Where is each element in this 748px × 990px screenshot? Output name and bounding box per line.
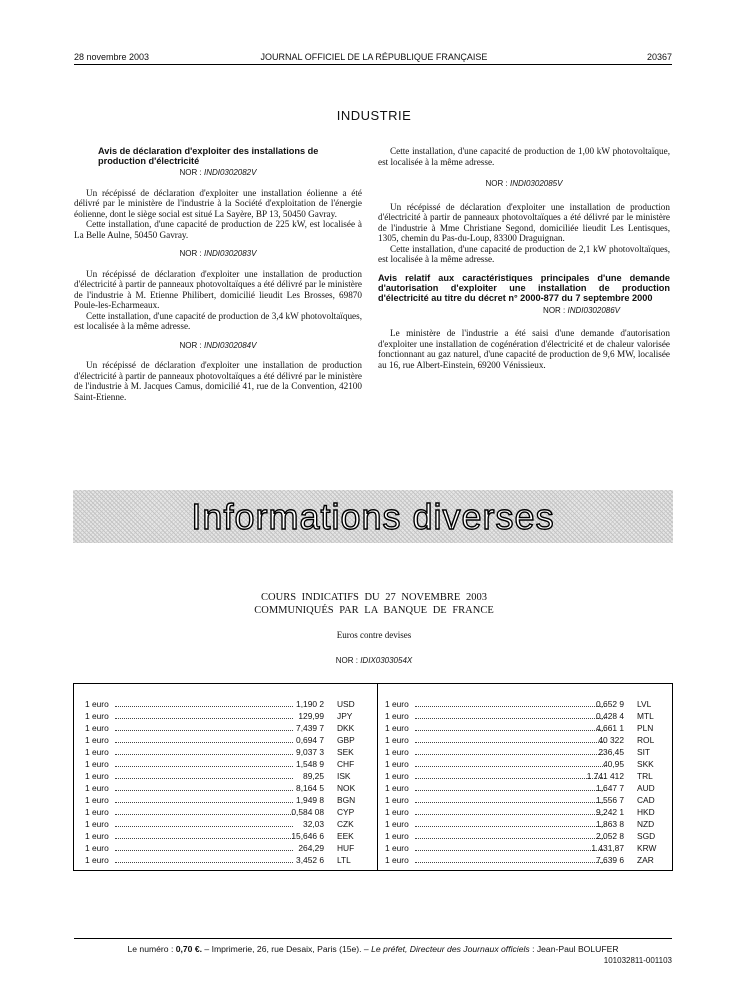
rate-row xyxy=(385,710,677,722)
rate-unit: 1 euro xyxy=(85,711,109,721)
dot-leader xyxy=(115,862,293,863)
cours-title-line2: COMMUNIQUÉS PAR LA BANQUE DE FRANCE xyxy=(254,605,494,616)
paragraph: Cette installation, d'une capacité de production de 2,1 kW photovoltaïques, est localisée à la même adresse. xyxy=(378,243,670,264)
rate-row xyxy=(85,854,377,866)
paragraph: Cette installation, d'une capacité de production de 1,00 kW photovoltaïque, est localisée à la même adresse. xyxy=(378,146,670,167)
paragraph: Un récépissé de déclaration d'exploiter une installation de production d'électricité à partir de panneaux photovoltaïques a été délivré par le ministère de l'industrie à M. Etienne Philibert, domicilié lieudit Les Brosses, 69870 Poule-les-Echarmeaux. xyxy=(74,268,362,310)
banner-title: Informations diverses xyxy=(191,496,555,537)
currency-code: BGN xyxy=(337,795,356,805)
dot-leader xyxy=(115,778,293,779)
currency-code: SKK xyxy=(637,759,654,769)
dot-leader xyxy=(115,802,293,803)
currency-code: SGD xyxy=(637,831,656,841)
paragraph: Un récépissé de déclaration d'exploiter une installation de production d'électricité à partir de panneaux photovoltaïques a été délivré par le ministère de l'industrie à M. Jacques Camus, domicilié 41, rue de la Convention, 42100 Saint-Etienne. xyxy=(74,360,362,402)
dot-leader xyxy=(415,850,605,851)
dot-leader xyxy=(115,742,293,743)
dot-leader xyxy=(115,814,293,815)
rate-value: 9,242 1 xyxy=(596,807,624,817)
currency-code: CYP xyxy=(337,807,355,817)
paragraph: Cette installation, d'une capacité de production de 225 kW, est localisée à La Belle Aulne, 50450 Gavray. xyxy=(74,219,362,240)
rate-row xyxy=(85,698,377,710)
rate-value: 3,452 6 xyxy=(296,855,324,865)
rates-left-list xyxy=(85,698,377,863)
currency-code: USD xyxy=(337,699,355,709)
rate-row xyxy=(385,746,677,758)
dot-leader xyxy=(415,826,605,827)
rate-value: 0,652 9 xyxy=(596,699,624,709)
dot-leader xyxy=(115,754,293,755)
dot-leader xyxy=(415,754,605,755)
rate-unit: 1 euro xyxy=(385,747,409,757)
cours-subtitle: Euros contre devises xyxy=(336,630,412,640)
dot-leader xyxy=(415,838,605,839)
rate-value: 8,164 5 xyxy=(296,783,324,793)
rate-value: 1,556 7 xyxy=(596,795,624,805)
currency-code: SIT xyxy=(637,747,651,757)
rate-value: 7,439 7 xyxy=(296,723,324,733)
section-title: INDUSTRIE xyxy=(336,108,412,123)
rate-row xyxy=(85,842,377,854)
dot-leader xyxy=(415,778,605,779)
currency-code: CAD xyxy=(637,795,655,805)
rate-unit: 1 euro xyxy=(385,771,409,781)
rate-row xyxy=(385,842,677,854)
header-journal: JOURNAL OFFICIEL DE LA RÉPUBLIQUE FRANÇAISE xyxy=(260,52,488,62)
nor-reference: NOR : INDI0302083V xyxy=(179,249,257,258)
rate-value: 2,052 8 xyxy=(596,831,624,841)
rate-unit: 1 euro xyxy=(85,699,109,709)
rate-unit: 1 euro xyxy=(85,855,109,865)
dot-leader xyxy=(415,730,605,731)
header-page-number: 20367 xyxy=(646,52,672,62)
currency-code: LVL xyxy=(637,699,652,709)
cours-nor: NOR : IDIX0303054X xyxy=(335,656,413,665)
rate-unit: 1 euro xyxy=(385,855,409,865)
dot-leader xyxy=(115,838,293,839)
currency-code: CHF xyxy=(337,759,355,769)
dot-leader xyxy=(115,718,293,719)
rate-unit: 1 euro xyxy=(85,783,109,793)
currency-code: CZK xyxy=(337,819,354,829)
rate-row xyxy=(85,758,377,770)
rate-row xyxy=(85,782,377,794)
currency-code: EEK xyxy=(337,831,354,841)
rate-row xyxy=(385,734,677,746)
rate-row xyxy=(385,722,677,734)
header-date: 28 novembre 2003 xyxy=(74,52,150,62)
dot-leader xyxy=(115,730,293,731)
rate-unit: 1 euro xyxy=(85,723,109,733)
rate-value: 264,29 xyxy=(298,843,324,853)
rate-unit: 1 euro xyxy=(385,711,409,721)
rate-row xyxy=(385,758,677,770)
rate-value: 1,949 8 xyxy=(296,795,324,805)
dot-leader xyxy=(415,706,605,707)
rate-value: 0,428 4 xyxy=(596,711,624,721)
rate-row xyxy=(85,734,377,746)
rate-row xyxy=(85,770,377,782)
header-rule xyxy=(74,64,672,65)
left-column xyxy=(74,146,362,402)
rate-row xyxy=(85,722,377,734)
rate-row xyxy=(85,830,377,842)
nor-reference: NOR : INDI0302085V xyxy=(485,179,563,188)
rate-value: 1,647 7 xyxy=(596,783,624,793)
currency-code: ISK xyxy=(337,771,351,781)
rate-value: 1 741 412 xyxy=(586,771,624,781)
rate-row xyxy=(385,854,677,866)
rate-unit: 1 euro xyxy=(85,807,109,817)
currency-code: NOK xyxy=(337,783,356,793)
left-heading: Avis de déclaration d'exploiter des installations de production d'électricité xyxy=(98,146,319,166)
rate-unit: 1 euro xyxy=(385,831,409,841)
rates-right-list xyxy=(385,698,677,863)
paragraph: Un récépissé de déclaration d'exploiter une installation de production d'électricité à partir de panneaux photovoltaïques a été délivré par le ministère de l'industrie à Mme Christiane Segond, domiciliée lieudit Les Lentisques, 1305, chemin du Pas-du-Loup, 83300 Draguignan. xyxy=(378,201,670,243)
paragraph: Le ministère de l'industrie a été saisi d'une demande d'autorisation d'exploiter une installation de cogénération d'électricité et de chaleur valorisée fonctionnant au gaz naturel, d'une capacité de production de 9,6 MW, localisée au 16, rue Albert-Einstein, 69200 Vénissieux. xyxy=(378,328,670,370)
rate-value: 1 431,87 xyxy=(591,843,624,853)
dot-leader xyxy=(115,706,293,707)
rate-value: 4,661 1 xyxy=(596,723,624,733)
rate-unit: 1 euro xyxy=(85,831,109,841)
rate-row xyxy=(85,746,377,758)
currency-code: HUF xyxy=(337,843,355,853)
dot-leader xyxy=(415,766,605,767)
rate-unit: 1 euro xyxy=(85,819,109,829)
rate-row xyxy=(385,830,677,842)
currency-code: HKD xyxy=(637,807,655,817)
rates-table-divider xyxy=(377,683,378,871)
currency-code: AUD xyxy=(637,783,655,793)
cours-title xyxy=(0,591,748,617)
footer-line: Le numéro : 0,70 €. – Imprimerie, 26, rue Desaix, Paris (15e). – Le préfet, Directeur des Journaux officiels : Jean-Paul BOLUFER xyxy=(127,944,619,954)
rate-value: 15,646 6 xyxy=(291,831,324,841)
currency-code: KRW xyxy=(637,843,657,853)
rate-row xyxy=(385,698,677,710)
footer-rule xyxy=(74,938,672,939)
rate-value: 1,548 9 xyxy=(296,759,324,769)
rate-value: 0,584 08 xyxy=(291,807,324,817)
rate-unit: 1 euro xyxy=(85,771,109,781)
rate-row xyxy=(385,770,677,782)
rate-unit: 1 euro xyxy=(385,759,409,769)
rate-value: 7,639 6 xyxy=(596,855,624,865)
rate-row xyxy=(385,782,677,794)
rate-value: 40,95 xyxy=(603,759,624,769)
cours-title-line1: COURS INDICATIFS DU 27 NOVEMBRE 2003 xyxy=(261,592,487,603)
rate-row xyxy=(385,794,677,806)
currency-code: GBP xyxy=(337,735,355,745)
rate-unit: 1 euro xyxy=(385,699,409,709)
rate-row xyxy=(385,806,677,818)
right-heading: Avis relatif aux caractéristiques principales d'une demande d'autorisation d'exploiter une installation de production d'électricité au titre du décret n° 2000-877 du 7 septembre 2000 xyxy=(378,272,670,303)
rate-unit: 1 euro xyxy=(385,735,409,745)
nor-reference: NOR : INDI0302086V xyxy=(543,305,620,315)
currency-code: MTL xyxy=(637,711,654,721)
rate-value: 40 322 xyxy=(598,735,624,745)
rate-unit: 1 euro xyxy=(385,807,409,817)
rate-unit: 1 euro xyxy=(85,759,109,769)
rate-value: 1,190 2 xyxy=(296,699,324,709)
rate-value: 89,25 xyxy=(303,771,324,781)
currency-code: SEK xyxy=(337,747,354,757)
paragraph: Cette installation, d'une capacité de production de 3,4 kW photovoltaïques, est localisée à la même adresse. xyxy=(74,310,362,331)
rate-row xyxy=(85,794,377,806)
rate-unit: 1 euro xyxy=(385,723,409,733)
rate-unit: 1 euro xyxy=(85,843,109,853)
currency-code: ZAR xyxy=(637,855,654,865)
rate-value: 129,99 xyxy=(298,711,324,721)
currency-code: JPY xyxy=(337,711,353,721)
dot-leader xyxy=(115,790,293,791)
nor-reference: NOR : INDI0302084V xyxy=(179,340,257,350)
dot-leader xyxy=(415,742,605,743)
rate-row xyxy=(385,818,677,830)
rate-value: 32,03 xyxy=(303,819,324,829)
right-column xyxy=(378,146,670,370)
dot-leader xyxy=(115,850,293,851)
rate-unit: 1 euro xyxy=(385,783,409,793)
rate-value: 236,45 xyxy=(598,747,624,757)
currency-code: PLN xyxy=(637,723,654,733)
rate-unit: 1 euro xyxy=(385,843,409,853)
rate-value: 1,863 8 xyxy=(596,819,624,829)
rate-unit: 1 euro xyxy=(85,735,109,745)
rate-unit: 1 euro xyxy=(85,795,109,805)
dot-leader xyxy=(415,814,605,815)
dot-leader xyxy=(415,862,605,863)
currency-code: NZD xyxy=(637,819,655,829)
dot-leader xyxy=(115,766,293,767)
rate-value: 0,694 7 xyxy=(296,735,324,745)
currency-code: LTL xyxy=(337,855,351,865)
rate-row xyxy=(85,818,377,830)
footer-code: 101032811-001103 xyxy=(603,956,672,965)
dot-leader xyxy=(415,718,605,719)
rate-unit: 1 euro xyxy=(85,747,109,757)
rate-value: 9,037 3 xyxy=(296,747,324,757)
paragraph: Un récépissé de déclaration d'exploiter une installation éolienne a été délivré par le ministère de l'industrie à la Société d'exploitation de l'énergie éolienne, dont le siège social est situé La Sayère, BP 13, 50450 Gavray. xyxy=(74,187,362,219)
dot-leader xyxy=(115,826,293,827)
rate-row xyxy=(85,806,377,818)
dot-leader xyxy=(415,790,605,791)
rate-unit: 1 euro xyxy=(385,795,409,805)
currency-code: TRL xyxy=(637,771,653,781)
rate-row xyxy=(85,710,377,722)
rate-unit: 1 euro xyxy=(385,819,409,829)
dot-leader xyxy=(415,802,605,803)
currency-code: ROL xyxy=(637,735,655,745)
currency-code: DKK xyxy=(337,723,355,733)
nor-reference: NOR : INDI0302082V xyxy=(179,168,257,177)
